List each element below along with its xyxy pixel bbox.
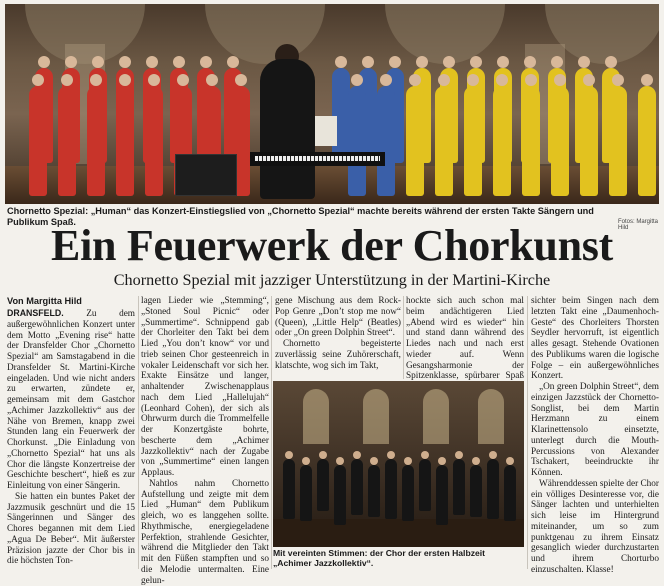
singer-head — [416, 56, 428, 68]
singer-head — [551, 56, 563, 68]
singer-head — [319, 451, 327, 459]
singer-figure — [419, 459, 431, 511]
paragraph: hockte sich auch schon mal beim andächtigeren Lied „Abend wird es wieder“ hin und stand dann während des Liedes nach und nach erst wieder auf. Wenn Gesangsharmonie der Spitzenklasse, spürbarer Spaß — [406, 296, 524, 382]
singer-head — [32, 74, 44, 86]
singer-head — [455, 451, 463, 459]
singer-figure — [487, 459, 499, 519]
singer-head — [119, 74, 131, 86]
inset-photo-caption: Mit vereinten Stimmen: der Chor der ersten Halbzeit „Achimer Jazzkollektiv“. — [273, 548, 486, 568]
singer-figure — [464, 86, 482, 196]
singer-head — [489, 451, 497, 459]
singer-head — [362, 56, 374, 68]
singer-head — [370, 457, 378, 465]
singer-head — [146, 56, 158, 68]
singer-head — [467, 74, 479, 86]
singer-figure — [116, 86, 134, 196]
singer-figure — [609, 86, 627, 196]
paragraph: gene Mischung aus dem Rock-Pop Genre „Don’t stop me now“ (Queen), „Little Help“ (Beatles) oder „On green Dolphin Street“. — [275, 296, 401, 339]
paragraph: Währenddessen spielte der Chor ein völliges Desinteresse vor, die Sänger lachten und unterhielten sich leise im Hintergrund miteinander, um so zum punktgenau zu ihrem Einsatz gesanglich wieder durchzustarten und ihrem Chorturbo einzuschalten. Klasse! — [531, 478, 659, 575]
singer-head — [641, 74, 653, 86]
singer-head — [38, 56, 50, 68]
photo-credit: Fotos: Margitta Hild — [618, 219, 659, 231]
singer-head — [470, 56, 482, 68]
singer-figure — [638, 86, 656, 196]
singer-head — [353, 451, 361, 459]
singer-figure — [453, 459, 465, 515]
singer-figure — [435, 86, 453, 196]
singer-head — [583, 74, 595, 86]
choir-photo-inset — [273, 381, 524, 547]
singer-figure — [580, 86, 598, 196]
singer-head — [438, 457, 446, 465]
singer-head — [409, 74, 421, 86]
singer-head — [605, 56, 617, 68]
singer-figure — [436, 465, 448, 525]
singer-head — [335, 56, 347, 68]
paragraph: Nahtlos nahm Chornetto Aufstellung und zeigte mit dem Lied „Human“ dem Publikum gleich, wo es langgehen sollte. Rhythmische, energiegeladene Perfektion, strahlende Gesichter, während die Mitglieder den Takt mit den Füßen stampften und so die Melodie untermalten. Eine gelun- — [141, 478, 269, 586]
byline: Von Margitta Hild — [7, 296, 82, 306]
choir-photo-top — [5, 4, 659, 204]
paragraph: sichter beim Singen nach dem letzten Takt eine „Daumenhoch-Geste“ des Chorleiters Thorsten Seydler hervorruft, ist eigentlich alles gesagt. Stehende Ovationen des Publikums waren die logische Folge – ein außergewöhnliches Konzert. — [531, 296, 659, 382]
singer-figure — [493, 86, 511, 196]
singer-head — [235, 74, 247, 86]
singer-figure — [551, 86, 569, 196]
singer-figure — [406, 86, 424, 196]
singer-head — [612, 74, 624, 86]
singer-figure — [29, 86, 47, 196]
singer-figure — [351, 459, 363, 515]
singer-head — [496, 74, 508, 86]
singer-head — [524, 56, 536, 68]
top-photo-caption: Chornetto Spezial: „Human“ das Konzert-Einstiegslied von „Chornetto Spezial“ machte bereits während der ersten Takte Sängern und Publikum Spaß. — [7, 206, 594, 227]
headline: Ein Feuerwerk der Chorkunst — [51, 221, 613, 270]
paragraph: Zu dem außergewöhnlichen Konzert unter dem Motto „Evening rise“ hatte der Dransfelder Chor „Chornetto Spezial“ am Samstagabend in die Dransfelder St. Martini-Kirche eingeladen. Und wie nicht anders zu erwarten, zündete er, gemeinsam mit dem Gastchor „Achimer Jazzkollektiv“ aus der Nähe von Bremen, knapp zwei Stunden lang ein Feuerwerk der Chorkunst. „Die Einladung von „Chornetto Spezial“ hat uns als Chor die längste Konzertreise der Geschichte beschert“, hieß es zur Einleitung von einer Sängerin. — [7, 309, 135, 491]
article-column-1 — [7, 308, 135, 567]
singer-figure — [334, 465, 346, 525]
article-column-4 — [406, 296, 524, 393]
singer-head — [173, 56, 185, 68]
paragraph: Sie hatten ein buntes Paket der Jazzmusik geschnürt und die 15 Sängerinnen und Sänger des Chores begannen mit dem Lied „Agua De Beber“. Mit äußerster Präzision jazzte der Chor bis in die höchsten Ton- — [7, 491, 135, 567]
singer-head — [148, 74, 160, 86]
singer-figure — [385, 459, 397, 519]
paragraph: „On green Dolphin Street“, dem einzigen Jazzstück der Chornetto-Songlist, bei dem Martin Herzmann zu einem Klarinettensolo einsetzte, unterlegt durch die Mouth-Percussions von Alexander Tschakert, beeindruckte ihr Können. — [531, 382, 659, 478]
singer-head — [90, 74, 102, 86]
dateline: DRANSFELD. — [7, 308, 64, 318]
article-column-3 — [275, 296, 401, 371]
singer-figure — [58, 86, 76, 196]
singer-head — [206, 74, 218, 86]
singer-head — [302, 457, 310, 465]
singer-head — [336, 457, 344, 465]
singer-head — [554, 74, 566, 86]
singer-head — [227, 56, 239, 68]
singer-figure — [300, 465, 312, 521]
singer-head — [421, 451, 429, 459]
singer-head — [61, 74, 73, 86]
singer-figure — [348, 86, 366, 196]
singer-figure — [522, 86, 540, 196]
singer-figure — [377, 86, 395, 196]
singer-head — [497, 56, 509, 68]
singer-head — [65, 56, 77, 68]
singer-head — [119, 56, 131, 68]
paragraph: Chornetto begeisterte zuverlässig seine Zuhörerschaft, klatschte, wog sich im Takt, — [275, 339, 401, 371]
singer-figure — [87, 86, 105, 196]
subheadline: Chornetto Spezial mit jazziger Unterstützung in der Martini-Kirche — [113, 271, 551, 289]
singer-figure — [402, 465, 414, 521]
singer-head — [200, 56, 212, 68]
singer-head — [177, 74, 189, 86]
singer-head — [387, 451, 395, 459]
singer-figure — [504, 465, 516, 521]
paragraph: lagen Lieder wie „Stemming“, „Stoned Soul Picnic“ oder „Summertime“. Schnippend gab der Chorleiter den Takt bei dem Lied „You don’t know“ vor und trieb seinen Chor gesteenreich in vokaler Leidenschaft vor sich her. Exakte Einsätze und langer, anhaltender Zwischenapplaus nach dem Lied „Hallelujah“ (Leonhard Cohen), der sich als Ohrwurm durch die Trommelfelle der Konzertgäste bohrte, bescherte dem „Achimer Jazzkollektiv“ nach der Zugabe von „Summertime“ einen langen Applaus. — [141, 296, 269, 478]
singer-figure — [470, 465, 482, 517]
singer-head — [438, 74, 450, 86]
singer-head — [525, 74, 537, 86]
singer-figure — [145, 86, 163, 196]
singer-head — [506, 457, 514, 465]
singer-head — [472, 457, 480, 465]
singer-head — [443, 56, 455, 68]
singer-head — [389, 56, 401, 68]
singer-head — [380, 74, 392, 86]
singer-figure — [317, 459, 329, 511]
article-column-2 — [141, 296, 269, 586]
singer-head — [578, 56, 590, 68]
singer-head — [351, 74, 363, 86]
singer-figure — [283, 459, 295, 519]
singer-head — [92, 56, 104, 68]
singer-head — [404, 457, 412, 465]
article-column-5 — [531, 296, 659, 576]
singer-head — [285, 451, 293, 459]
singer-figure — [368, 465, 380, 517]
